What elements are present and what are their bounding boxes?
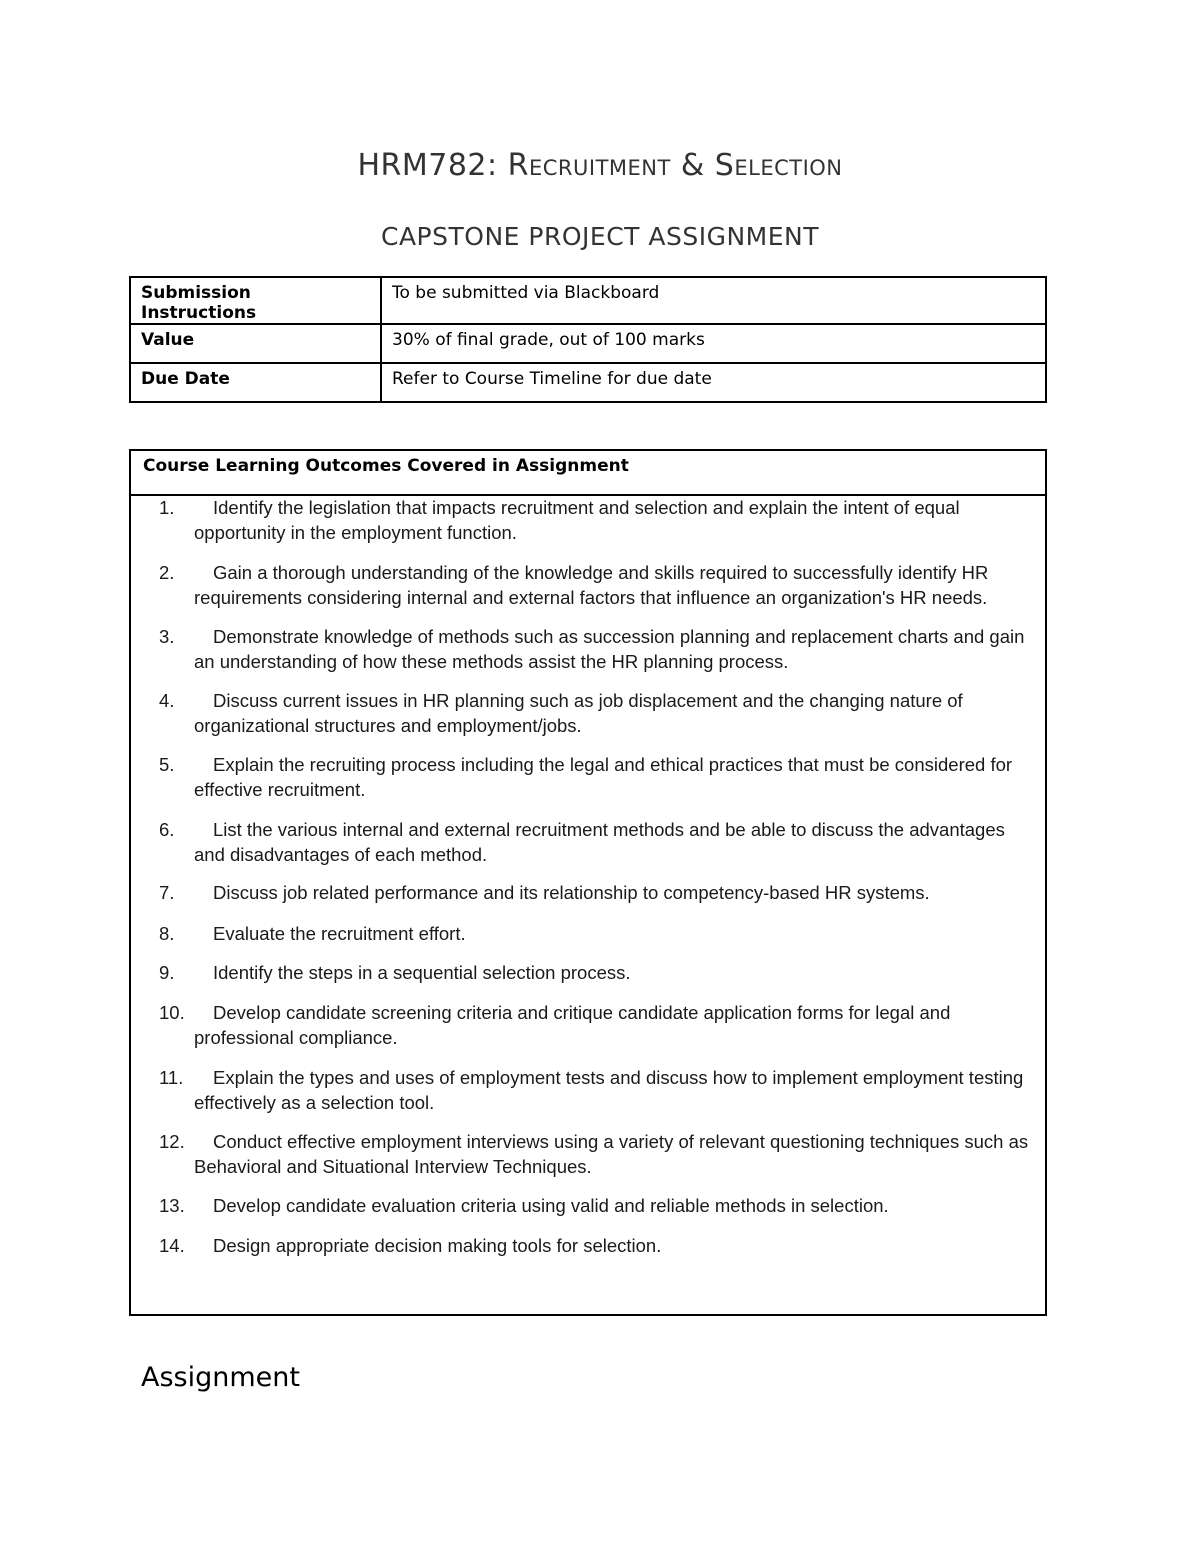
- list-item: [159, 688, 1033, 738]
- value-label: Value: [130, 324, 381, 363]
- item-text: Develop candidate evaluation criteria using valid and reliable methods in selection.: [213, 1195, 889, 1216]
- item-text: Conduct effective employment interviews using a variety of relevant questioning techniques such as Behavioral and Situational Interview Techniques.: [194, 1131, 1029, 1177]
- list-item: [159, 560, 1033, 610]
- item-number: 12.: [159, 1131, 185, 1152]
- list-item: [159, 1000, 1033, 1050]
- item-number: 10.: [159, 1002, 185, 1023]
- due-date-value: Refer to Course Timeline for due date: [381, 363, 1046, 402]
- list-item: [159, 495, 1033, 545]
- submission-instructions-value: To be submitted via Blackboard: [381, 277, 1046, 324]
- item-number: 5.: [159, 754, 175, 775]
- item-text: Identify the legislation that impacts recruitment and selection and explain the intent of equal opportunity in the employment function.: [194, 497, 960, 543]
- item-number: 4.: [159, 690, 175, 711]
- item-number: 7.: [159, 882, 175, 903]
- table-row: [130, 277, 1046, 324]
- list-item: [159, 1065, 1033, 1115]
- item-number: 14.: [159, 1235, 185, 1256]
- item-number: 13.: [159, 1195, 185, 1216]
- item-number: 1.: [159, 497, 175, 518]
- table-row: [130, 363, 1046, 402]
- item-text: Discuss current issues in HR planning such as job displacement and the changing nature of organizational structures and employment/jobs.: [194, 690, 963, 736]
- item-text: Demonstrate knowledge of methods such as succession planning and replacement charts and gain an understanding of how these methods assist the HR planning process.: [194, 626, 1025, 672]
- item-number: 8.: [159, 923, 175, 944]
- list-item: [159, 817, 1033, 867]
- learning-outcomes-heading: Course Learning Outcomes Covered in Assignment: [131, 451, 1045, 496]
- item-number: 11.: [159, 1067, 184, 1088]
- submission-instructions-label: Submission Instructions: [130, 277, 381, 324]
- list-item: [159, 880, 1033, 905]
- submission-info-table: [129, 276, 1047, 403]
- item-text: Design appropriate decision making tools for selection.: [213, 1235, 662, 1256]
- list-item: [159, 1233, 1033, 1258]
- item-number: 9.: [159, 962, 175, 983]
- list-item: [159, 1129, 1033, 1179]
- value-value: 30% of final grade, out of 100 marks: [381, 324, 1046, 363]
- item-text: Develop candidate screening criteria and critique candidate application forms for legal and professional compliance.: [194, 1002, 951, 1048]
- item-text: List the various internal and external recruitment methods and be able to discuss the advantages and disadvantages of each method.: [194, 819, 1005, 865]
- item-number: 6.: [159, 819, 175, 840]
- list-item: [159, 921, 1033, 946]
- assignment-section-heading: Assignment: [141, 1362, 300, 1393]
- list-item: [159, 752, 1033, 802]
- document-subtitle: CAPSTONE PROJECT ASSIGNMENT: [381, 222, 819, 251]
- list-item: [159, 1193, 1033, 1218]
- item-number: 3.: [159, 626, 175, 647]
- due-date-label: Due Date: [130, 363, 381, 402]
- item-text: Discuss job related performance and its relationship to competency-based HR systems.: [213, 882, 930, 903]
- item-text: Evaluate the recruitment effort.: [213, 923, 466, 944]
- item-text: Gain a thorough understanding of the knowledge and skills required to successfully identify HR requirements considering internal and external factors that influence an organization's HR needs.: [194, 562, 989, 608]
- list-item: [159, 960, 1033, 985]
- table-row: [130, 324, 1046, 363]
- item-text: Explain the recruiting process including the legal and ethical practices that must be considered for effective recruitment.: [194, 754, 1013, 800]
- item-text: Identify the steps in a sequential selection process.: [213, 962, 631, 983]
- learning-outcomes-box: [129, 449, 1047, 1316]
- course-title: HRM782: Recruitment & Selection: [357, 148, 843, 183]
- item-text: Explain the types and uses of employment tests and discuss how to implement employment testing effectively as a selection tool.: [194, 1067, 1024, 1113]
- list-item: [159, 624, 1033, 674]
- item-number: 2.: [159, 562, 175, 583]
